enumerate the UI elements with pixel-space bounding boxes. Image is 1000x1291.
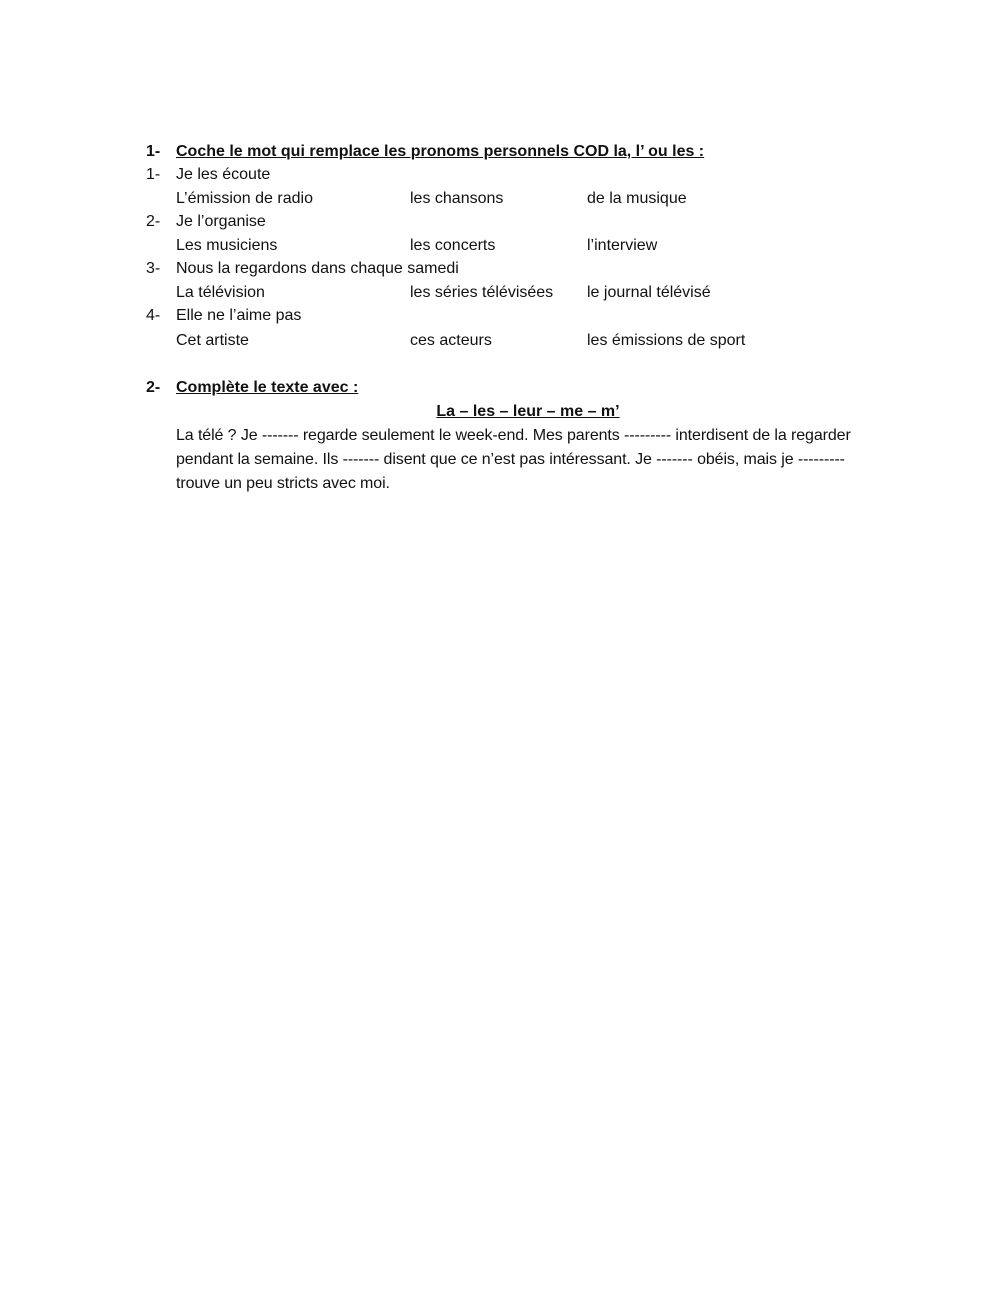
question1-number: 1- <box>146 166 161 183</box>
question3-option1[interactable]: La télévision <box>176 284 265 301</box>
question3-option2[interactable]: les séries télévisées <box>410 284 554 301</box>
paragraph-line-1: La télé ? Je ------- regarde seulement le week-end. Mes parents --------- interdisent de la regarder <box>176 427 851 444</box>
question4-option2[interactable]: ces acteurs <box>410 332 492 349</box>
question3-number: 3- <box>146 260 161 277</box>
word-bank: La – les – leur – me – m’ <box>436 403 620 420</box>
question4-option1[interactable]: Cet artiste <box>176 332 249 349</box>
question4-number: 4- <box>146 307 161 324</box>
section2-title: Complète le texte avec : <box>176 379 359 396</box>
question2-option3[interactable]: l’interview <box>587 237 658 254</box>
section2-number: 2- <box>146 379 161 396</box>
question4-text: Elle ne l’aime pas <box>176 307 302 324</box>
question1-option2[interactable]: les chansons <box>410 190 504 207</box>
question3-text: Nous la regardons dans chaque samedi <box>176 260 459 277</box>
question2-text: Je l’organise <box>176 213 266 230</box>
question2-option1[interactable]: Les musiciens <box>176 237 278 254</box>
paragraph-line-2: pendant la semaine. Ils ------- disent que ce n’est pas intéressant. Je ------- obéis, mais je --------- <box>176 451 845 468</box>
question4-option3[interactable]: les émissions de sport <box>587 332 746 349</box>
question2-number: 2- <box>146 213 161 230</box>
paragraph-line-3: trouve un peu stricts avec moi. <box>176 475 390 492</box>
question1-option3[interactable]: de la musique <box>587 190 687 207</box>
question1-text: Je les écoute <box>176 166 271 183</box>
question2-option2[interactable]: les concerts <box>410 237 496 254</box>
question3-option3[interactable]: le journal télévisé <box>587 284 711 301</box>
section1-number: 1- <box>146 143 161 160</box>
fill-in-paragraph <box>176 424 880 496</box>
section1-title: Coche le mot qui remplace les pronoms personnels COD la, l’ ou les : <box>176 143 705 160</box>
question1-option1[interactable]: L’émission de radio <box>176 190 313 207</box>
